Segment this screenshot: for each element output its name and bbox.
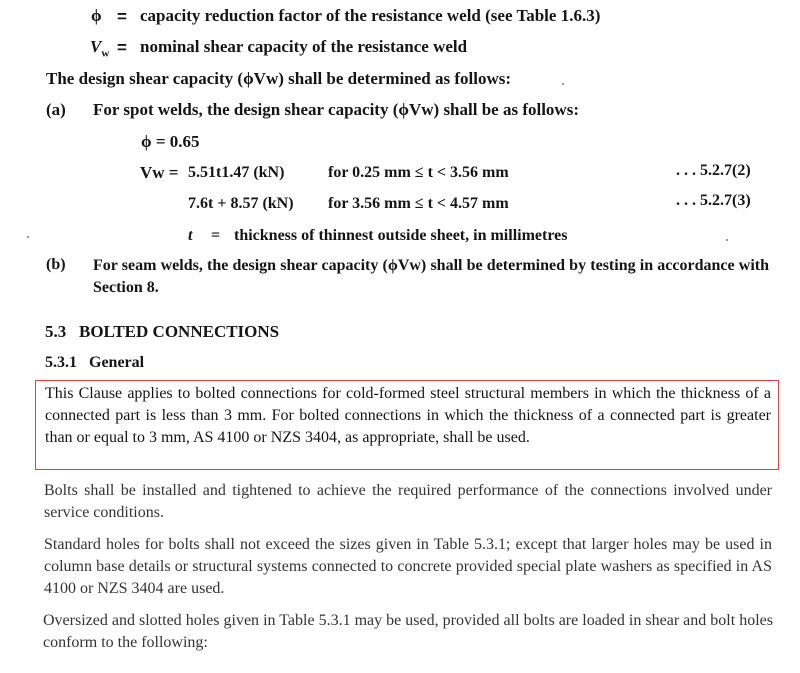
vw-subscript: w xyxy=(101,47,110,60)
phi-value-equation: ϕ = 0.65 xyxy=(141,132,200,151)
vw-description: nominal shear capacity of the resistance weld xyxy=(140,37,468,56)
item-a-text: For spot welds, the design shear capacity (ϕVw) shall be as follows: xyxy=(93,100,579,119)
t-description: thickness of thinnest outside sheet, in millimetres xyxy=(234,227,568,244)
subsection-title: General xyxy=(89,354,145,371)
phi-description: capacity reduction factor of the resistance weld (see Table 1.6.3) xyxy=(140,6,601,25)
margin-mark-left xyxy=(27,236,29,238)
phi-equals: = xyxy=(117,7,127,26)
paragraph-bolts: Bolts shall be installed and tightened to achieve the required performance of the connections involved under service conditions. xyxy=(44,482,772,521)
vw-symbol: V xyxy=(90,37,102,56)
t-symbol: t xyxy=(188,227,193,244)
equation-row-1-condition: for 0.25 mm ≤ t < 3.56 mm xyxy=(328,164,509,181)
equation-row-1-reference: . . . 5.2.7(2) xyxy=(676,162,751,179)
subsection-number: 5.3.1 xyxy=(45,354,77,371)
equation-row-2-reference: . . . 5.2.7(3) xyxy=(676,192,751,209)
item-a-label: (a) xyxy=(46,100,66,119)
vw-lhs: Vw = xyxy=(140,163,179,182)
section-title: BOLTED CONNECTIONS xyxy=(79,322,280,341)
t-equals: = xyxy=(211,227,221,244)
equation-row-2-condition: for 3.56 mm ≤ t < 4.57 mm xyxy=(328,195,509,212)
section-heading xyxy=(45,322,279,342)
stray-mark xyxy=(562,83,564,85)
equation-row-2-expression: 7.6t + 8.57 (kN) xyxy=(188,195,294,212)
paragraph-standard-holes: Standard holes for bolts shall not exceed the sizes given in Table 5.3.1; except that larger holes may be used in column base details or structural systems connected to concrete provided special plate washers as specified in AS 4100 or NZS 3404 are used. xyxy=(44,536,772,597)
highlighted-paragraph: This Clause applies to bolted connections for cold-formed steel structural members in which the thickness of a connected part is less than 3 mm. For bolted connections in which the thickness of a connected part is greater than or equal to 3 mm, AS 4100 or NZS 3404, as appropriate, shall be used. xyxy=(45,385,771,446)
subsection-heading xyxy=(45,354,144,372)
design-intro: The design shear capacity (ϕVw) shall be determined as follows: xyxy=(46,69,512,88)
definition-phi xyxy=(91,6,102,26)
item-b-label: (b) xyxy=(46,256,66,273)
equation-row-1-expression: 5.51t1.47 (kN) xyxy=(188,164,285,181)
phi-symbol: ϕ xyxy=(91,6,102,25)
margin-mark-right xyxy=(726,239,728,241)
item-b-text: For seam welds, the design shear capacity (ϕVw) shall be determined by testing in accordance with Section 8. xyxy=(93,257,769,296)
vw-equals: = xyxy=(117,38,127,57)
definition-vw xyxy=(90,37,109,59)
section-number: 5.3 xyxy=(45,322,67,341)
paragraph-oversized-holes: Oversized and slotted holes given in Table 5.3.1 may be used, provided all bolts are loaded in shear and bolt holes conform to the following: xyxy=(43,612,773,651)
